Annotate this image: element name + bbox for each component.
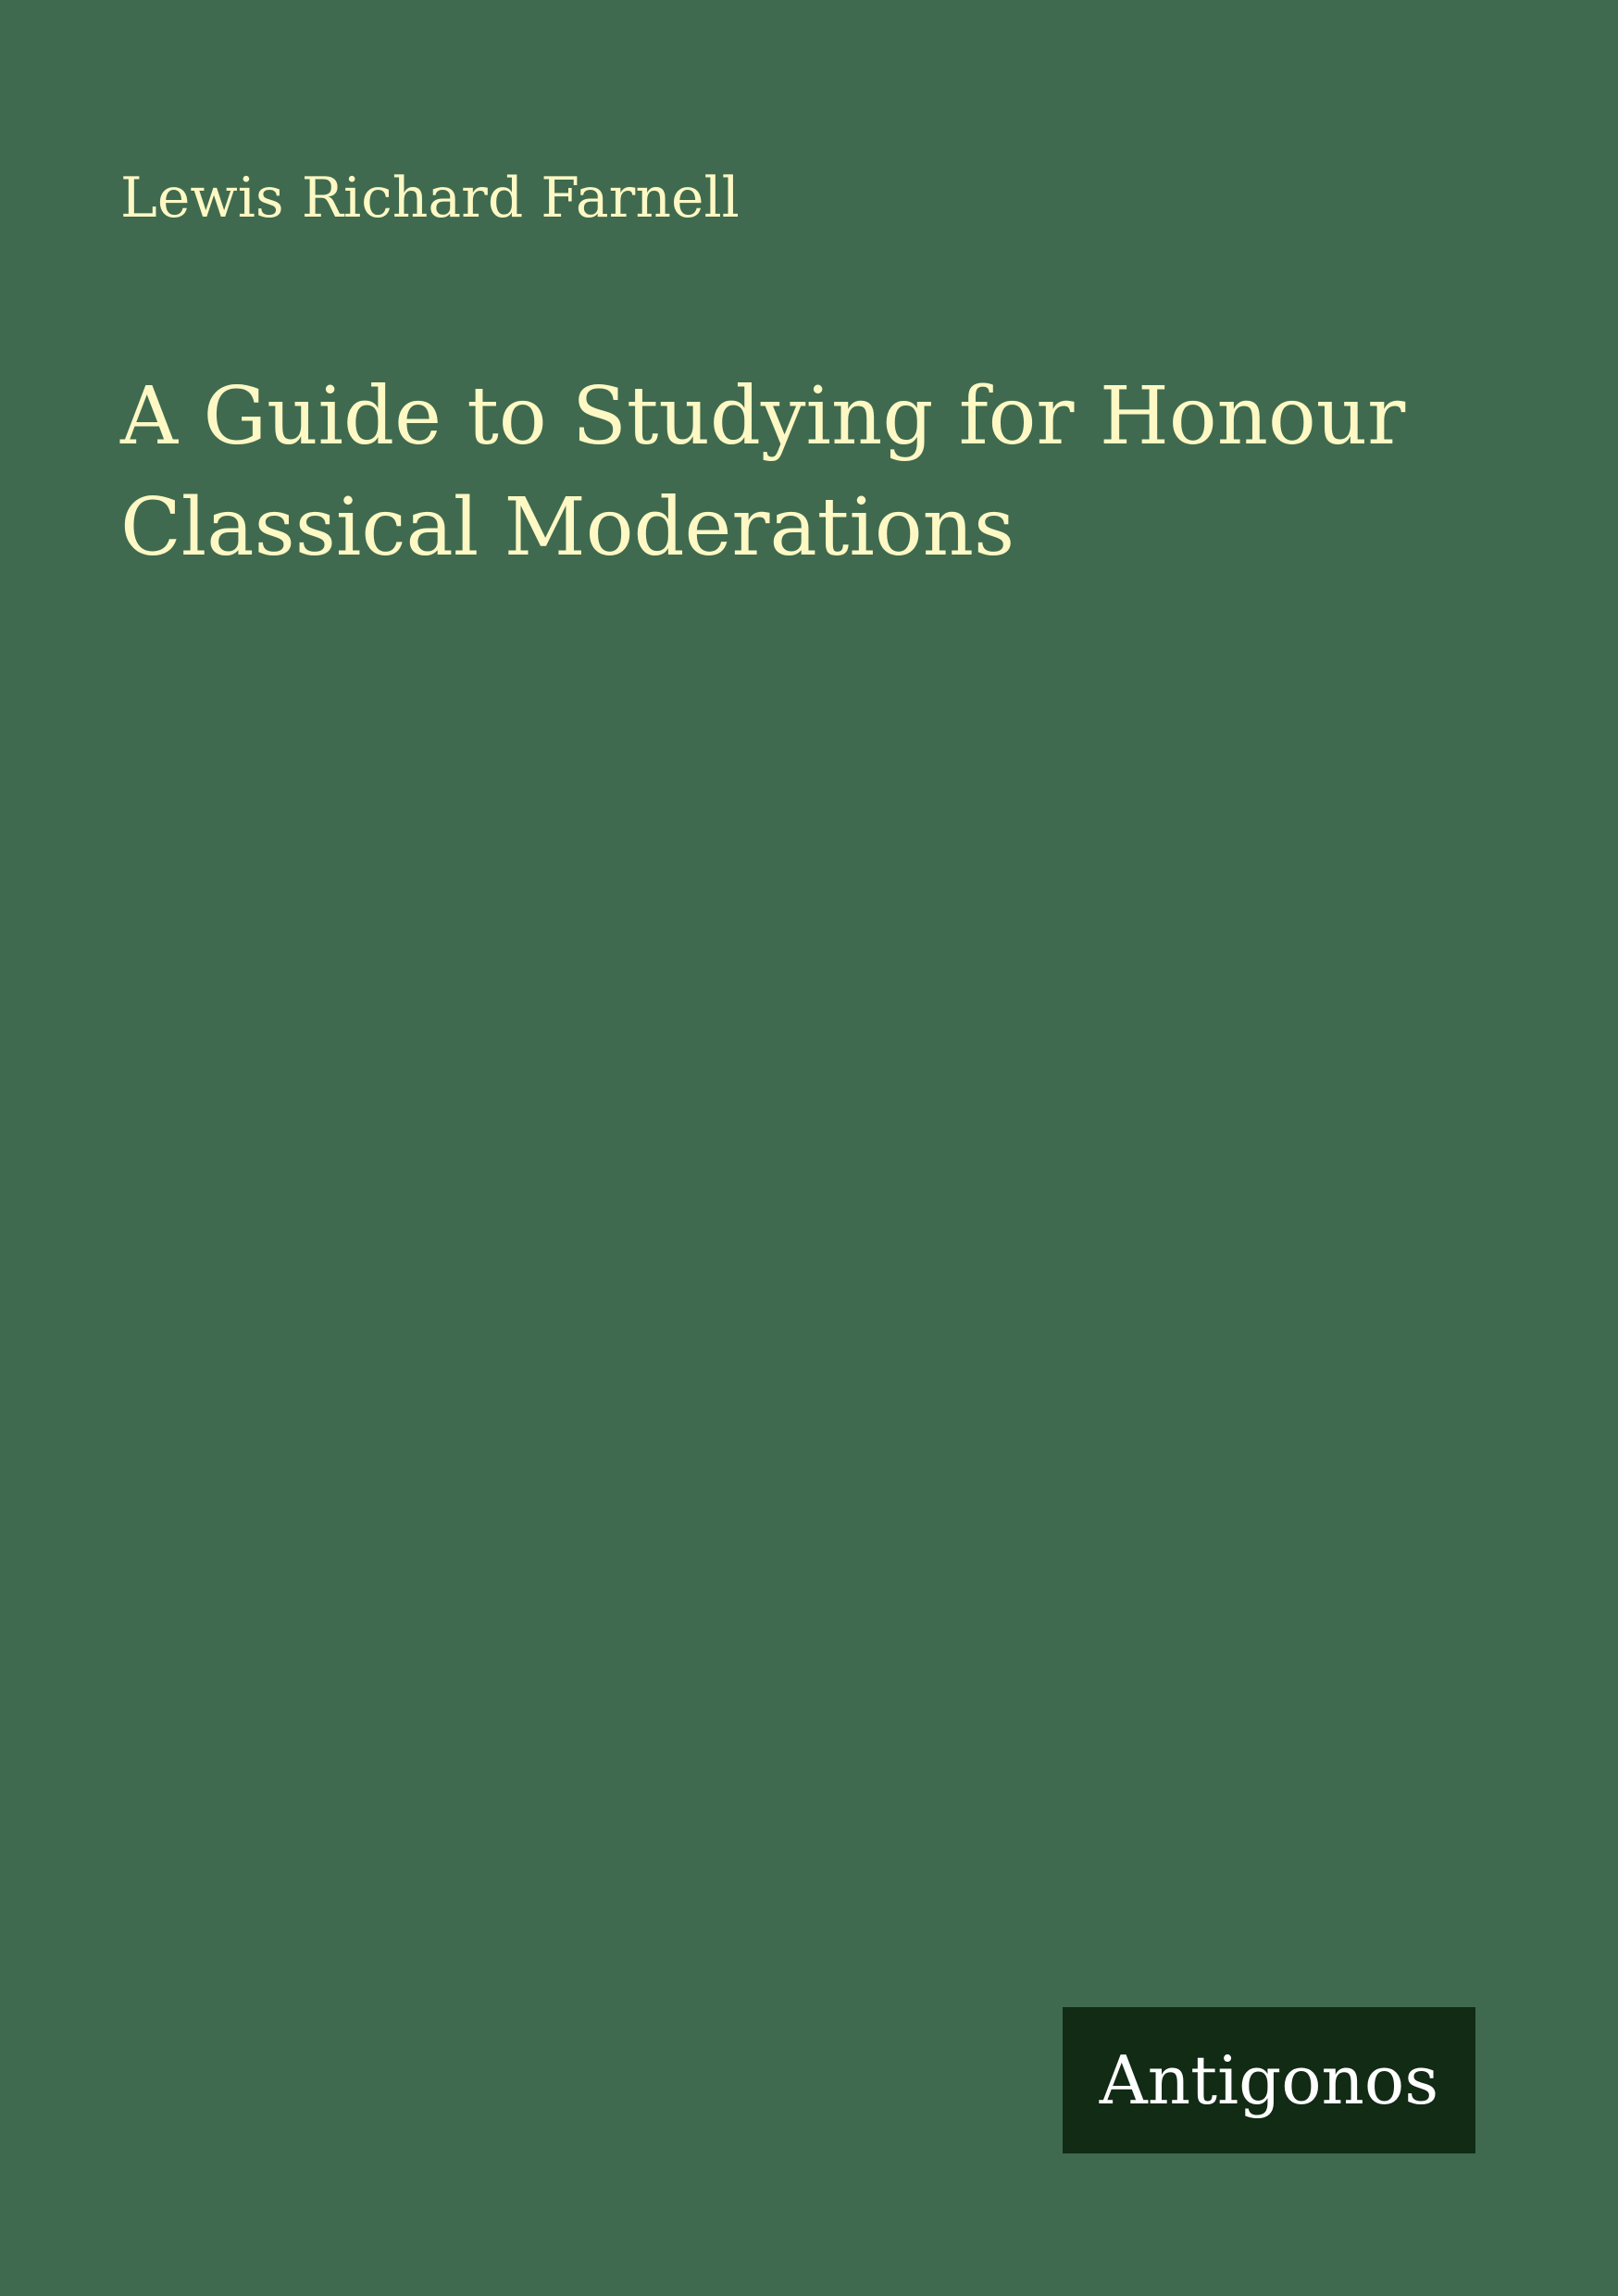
title-line-1: A Guide to Studying for Honour — [120, 370, 1406, 463]
author-name: Lewis Richard Farnell — [120, 166, 740, 231]
book-title — [120, 361, 1509, 583]
publisher-name: Antigonos — [1099, 2041, 1439, 2119]
publisher-badge — [1063, 2007, 1475, 2153]
title-line-2: Classical Moderations — [120, 481, 1015, 574]
